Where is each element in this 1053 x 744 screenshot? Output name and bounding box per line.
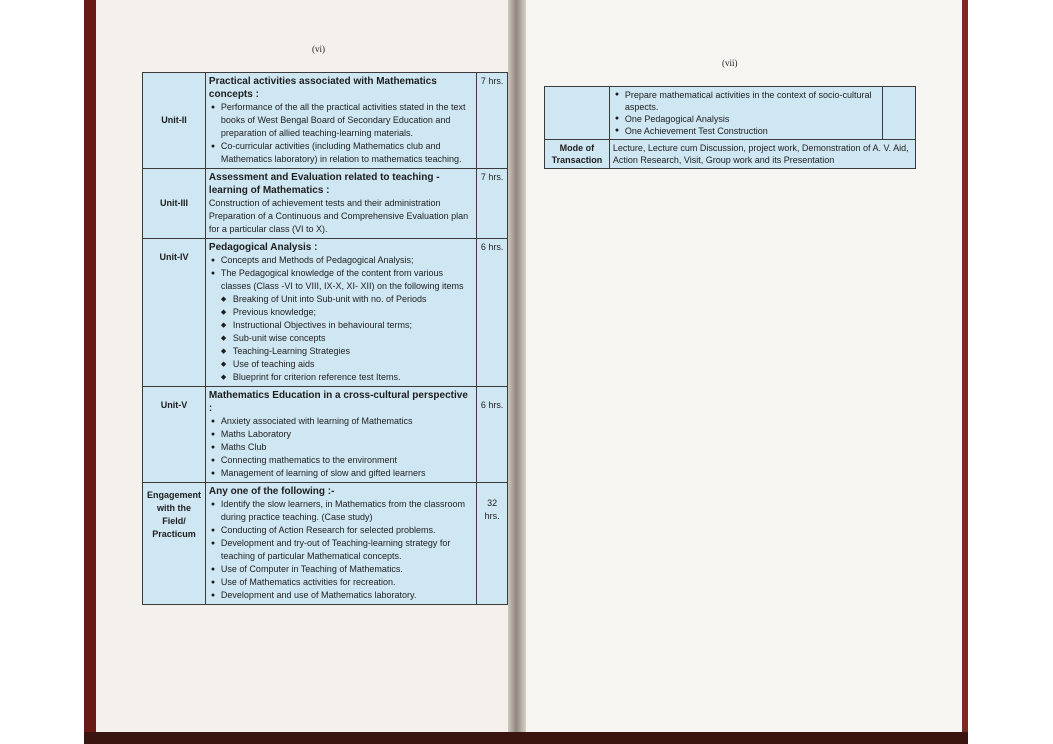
right-page-number: (vii) <box>722 58 738 68</box>
list-item: ● Management of learning of slow and gifted learners <box>221 467 473 480</box>
sub-list-item: ◆ Sub-unit wise concepts <box>233 332 473 345</box>
unit-label: Unit-II <box>143 73 206 169</box>
sub-list-item: ◆ Previous knowledge; <box>233 306 473 319</box>
list-item: ● One Pedagogical Analysis <box>625 113 880 125</box>
list-item: ● Development and try-out of Teaching-learning strategy for teaching of particular Mathematical concepts. <box>221 537 473 563</box>
list-item: ● Performance of the all the practical activities stated in the text books of West Bengal Board of Secondary Education and preparation of allied teaching-learning materials. <box>221 101 473 140</box>
unit-paragraph: Construction of achievement tests and their administration Preparation of a Continuous and Comprehensive Evaluation plan for a particular class (VI to X). <box>208 198 469 234</box>
unit-hours <box>477 483 508 605</box>
table-row-unit-5 <box>143 387 508 483</box>
row-label: Mode of Transaction <box>545 140 610 169</box>
table-row-mode-of-transaction <box>545 140 916 169</box>
unit-heading: Assessment and Evaluation related to teaching -learning of Mathematics : <box>208 172 440 196</box>
table-row-unit-4 <box>143 239 508 387</box>
unit-label: Unit-IV <box>143 239 206 387</box>
list-item: ● Use of Mathematics activities for recreation. <box>221 576 473 589</box>
unit-label-line: Engagement <box>146 490 201 500</box>
list-item: ● Maths Club <box>221 441 473 454</box>
unit-hours: 7 hrs. <box>477 169 508 239</box>
table-row-practicum <box>143 483 508 605</box>
unit-label: Unit-III <box>143 169 206 239</box>
unit-hours: 6 hrs. <box>477 239 508 387</box>
unit-label: Unit-V <box>143 387 206 483</box>
list-item: ● Co-curricular activities (including Mathematics club and Mathematics laboratory) in relation to mathematics teaching. <box>221 140 473 166</box>
table-row-unit-3 <box>143 169 508 239</box>
book-cover-right-edge <box>962 0 968 744</box>
book-cover-bottom-edge <box>84 732 968 744</box>
table-row-activities <box>545 87 916 140</box>
unit-heading: Any one of the following :- <box>208 486 335 497</box>
sub-list-item: ◆ Instructional Objectives in behavioural terms; <box>233 319 473 332</box>
list-item: ● Development and use of Mathematics laboratory. <box>221 589 473 602</box>
list-item: ● Concepts and Methods of Pedagogical Analysis; <box>221 254 473 267</box>
row-content: Lecture, Lecture cum Discussion, project work, Demonstration of A. V. Aid, Action Research, Visit, Group work and its Presentation <box>609 140 915 169</box>
list-item: ● Connecting mathematics to the environment <box>221 454 473 467</box>
sub-list-item: ◆ Breaking of Unit into Sub-unit with no. of Periods <box>233 293 473 306</box>
list-item: ● Use of Computer in Teaching of Mathematics. <box>221 563 473 576</box>
unit-content <box>205 387 476 483</box>
unit-content <box>205 73 476 169</box>
left-page-number: (vi) <box>312 44 325 54</box>
row-hours-cell <box>883 87 916 140</box>
syllabus-table-right <box>544 86 916 169</box>
list-item: ● One Achievement Test Construction <box>625 125 880 137</box>
unit-label-line: with the <box>156 503 191 513</box>
sub-list-item: ◆ Blueprint for criterion reference test Items. <box>233 371 473 384</box>
unit-heading: Pedagogical Analysis : <box>208 242 318 253</box>
list-item: ● Prepare mathematical activities in the context of socio-cultural aspects. <box>625 89 880 113</box>
book-gutter <box>508 0 526 732</box>
unit-hours-line: hrs. <box>484 511 500 521</box>
list-item: ● Conducting of Action Research for selected problems. <box>221 524 473 537</box>
unit-content <box>205 239 476 387</box>
syllabus-table-left <box>142 72 508 605</box>
unit-hours: 7 hrs. <box>477 73 508 169</box>
list-item: ● Anxiety associated with learning of Mathematics <box>221 415 473 428</box>
table-row-unit-2 <box>143 73 508 169</box>
unit-label <box>143 483 206 605</box>
book-cover-left-edge <box>84 0 96 744</box>
unit-heading: Practical activities associated with Mathematics concepts : <box>208 76 437 100</box>
sub-list-item: ◆ Use of teaching aids <box>233 358 473 371</box>
unit-label-line: Field/ <box>162 516 186 526</box>
unit-hours: 6 hrs. <box>477 387 508 483</box>
list-item: ● The Pedagogical knowledge of the content from various classes (Class -VI to VIII, IX-X, XI- XII) on the following items <box>221 267 473 293</box>
unit-content <box>205 169 476 239</box>
unit-heading: Mathematics Education in a cross-cultural perspective : <box>208 390 468 414</box>
row-content <box>609 87 883 140</box>
unit-label-line: Practicum <box>152 529 196 539</box>
unit-content <box>205 483 476 605</box>
sub-list-item: ◆ Teaching-Learning Strategies <box>233 345 473 358</box>
list-item: ● Maths Laboratory <box>221 428 473 441</box>
list-item: ● Identify the slow learners, in Mathematics from the classroom during practice teaching. (Case study) <box>221 498 473 524</box>
unit-hours-line: 32 <box>487 498 498 508</box>
row-label <box>545 87 610 140</box>
